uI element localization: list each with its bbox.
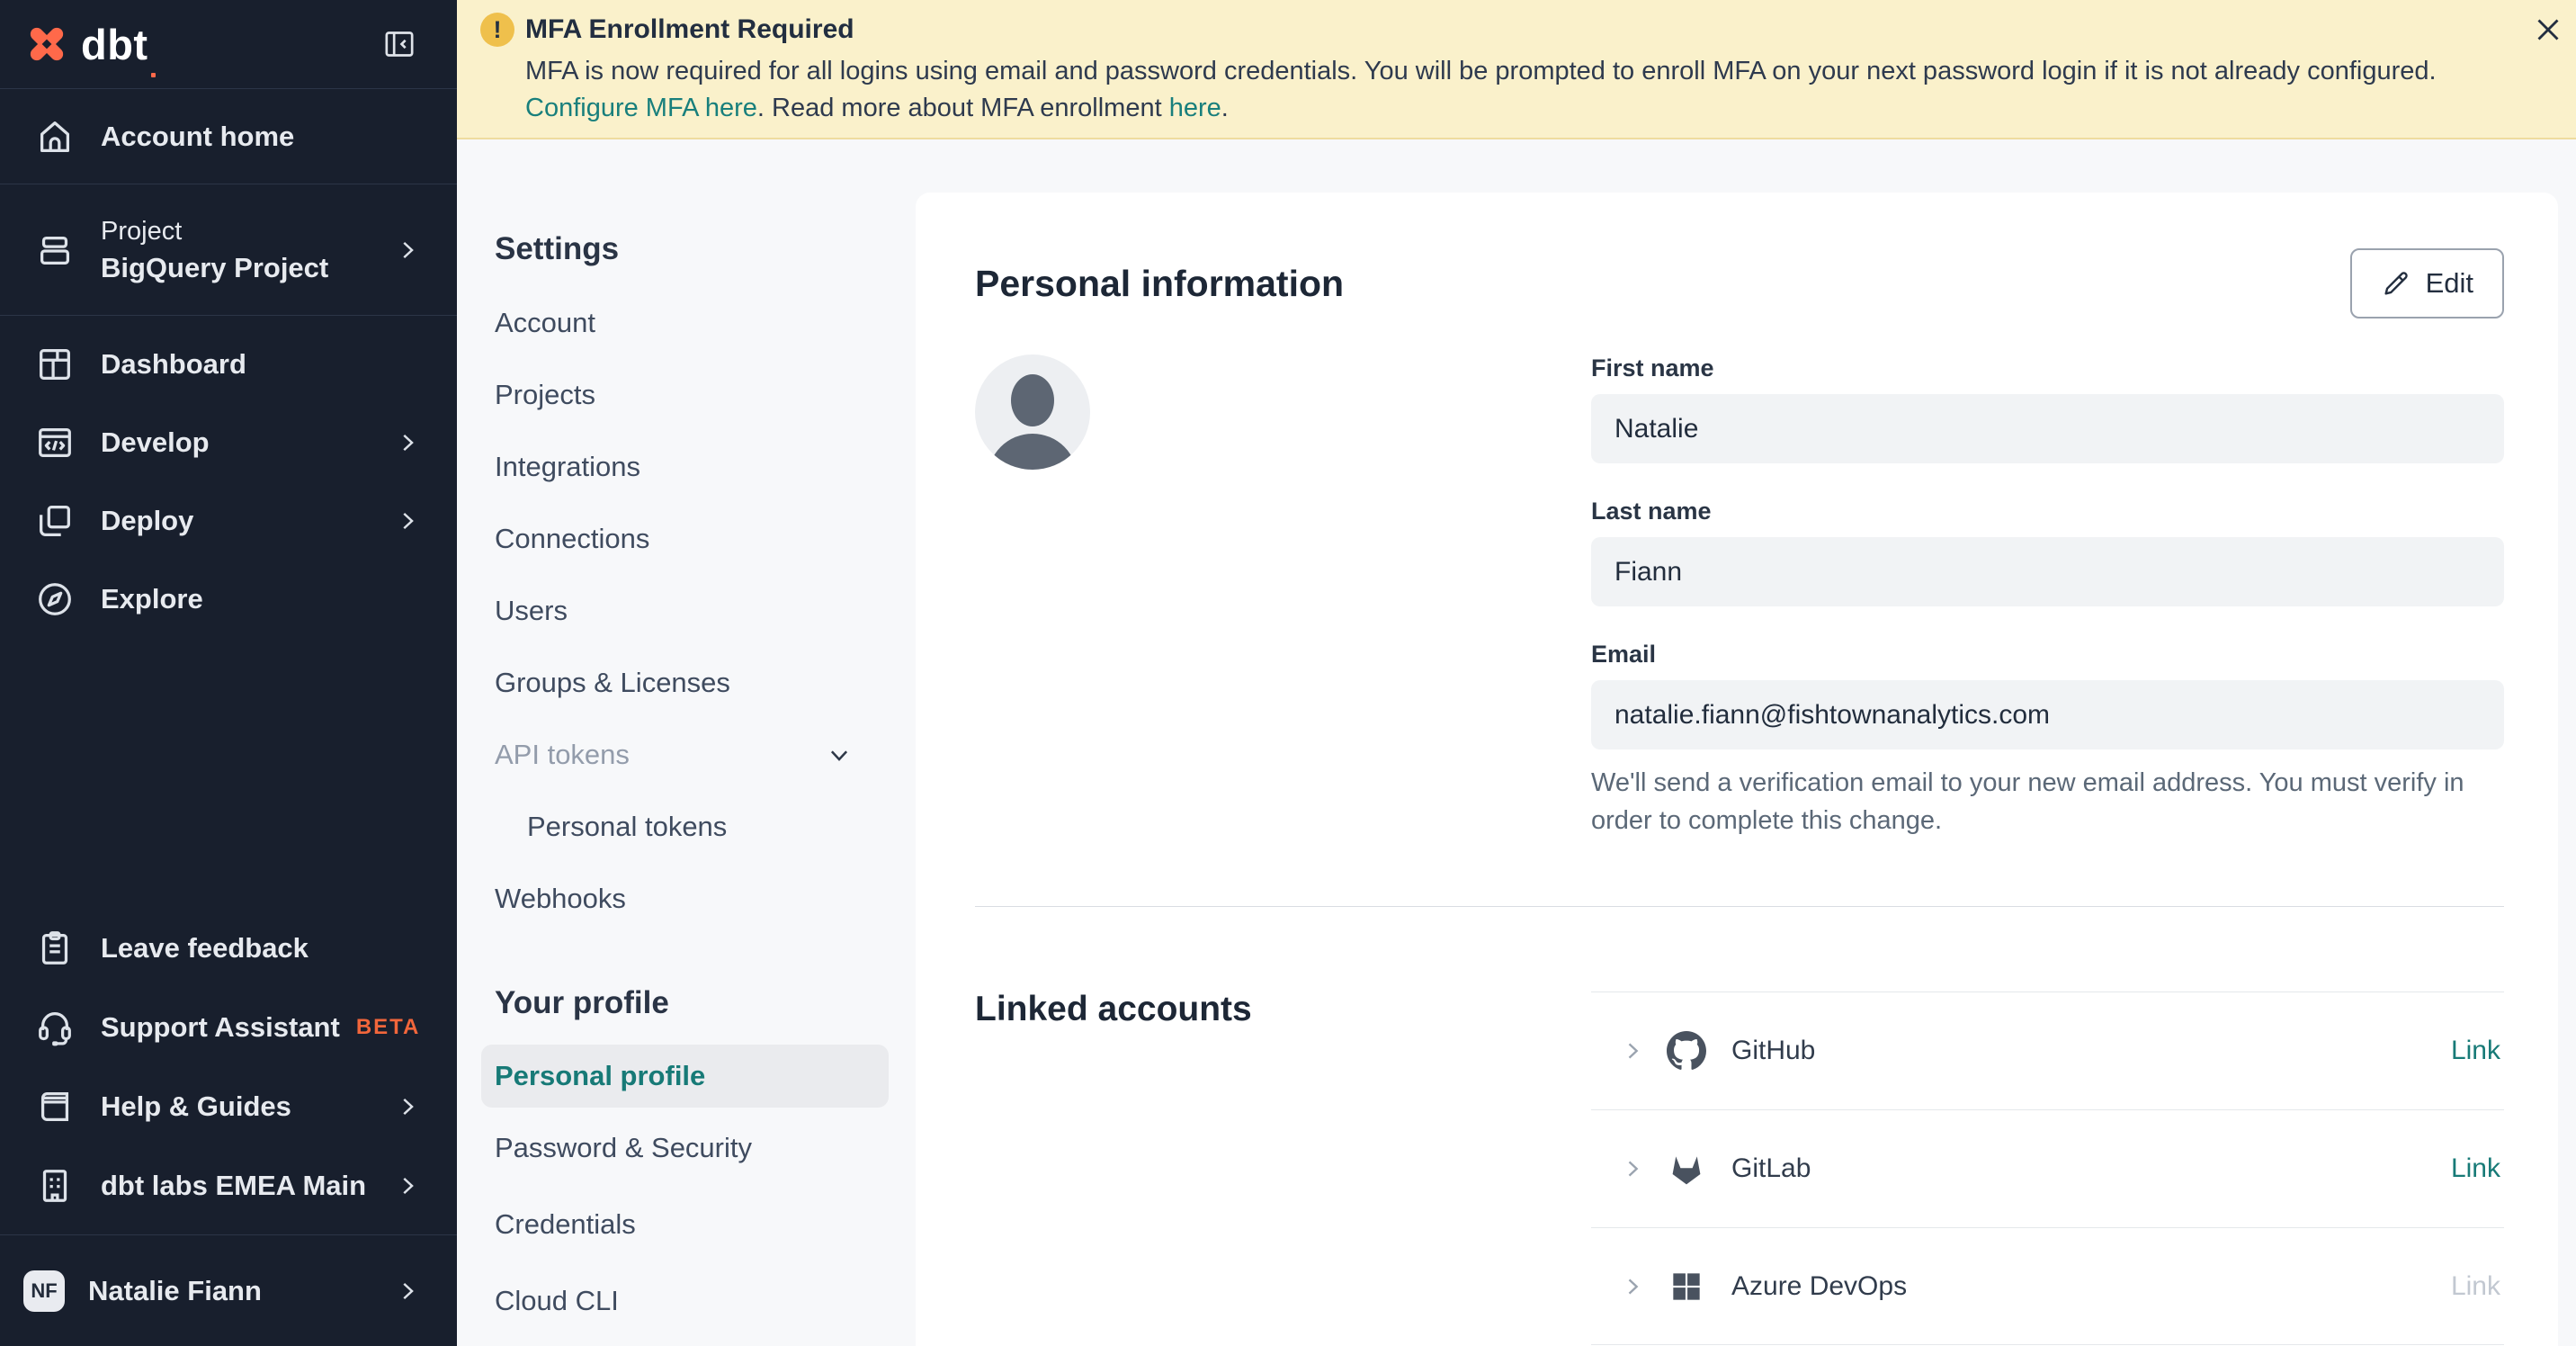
expand-chevron-icon[interactable] <box>1620 1274 1645 1299</box>
sidebar-item-develop[interactable] <box>0 403 457 481</box>
settings-nav-item-account[interactable]: Account <box>495 307 596 338</box>
settings-nav-list <box>495 287 899 935</box>
github-icon <box>1667 1031 1706 1071</box>
sidebar-item-leave-feedback[interactable] <box>0 909 457 988</box>
home-icon <box>34 116 76 157</box>
linked-accounts-title: Linked accounts <box>975 990 1252 1028</box>
beta-badge: BETA <box>355 1015 421 1039</box>
first-name-label: First name <box>1591 354 1714 381</box>
alert-icon: ! <box>480 13 514 47</box>
sidebar-collapse-button[interactable] <box>381 26 417 62</box>
dashboard-icon <box>34 344 76 385</box>
sidebar-project-labels <box>76 213 328 287</box>
banner-title-row <box>480 13 2504 47</box>
provider-name: Azure DevOps <box>1731 1270 1908 1301</box>
provider-name: GitLab <box>1731 1153 1811 1183</box>
linked-accounts-list <box>1591 992 2504 1345</box>
azure-devops-link-action: Link <box>2450 1270 2500 1301</box>
sidebar-item-label: Leave feedback <box>101 932 309 964</box>
chevron-right-icon <box>394 507 421 534</box>
gitlab-link-action[interactable]: Link <box>2450 1153 2500 1183</box>
mfa-here-link[interactable]: here <box>1168 94 1221 122</box>
logo-dot <box>151 73 156 77</box>
sidebar-item-label: Account home <box>101 120 295 152</box>
sidebar-header <box>0 0 457 89</box>
develop-icon <box>34 422 76 463</box>
project-name: BigQuery Project <box>101 251 329 283</box>
settings-nav-item-users[interactable]: Users <box>495 595 568 626</box>
provider-name: GitHub <box>1731 1036 1816 1065</box>
logo-wordmark: dbt <box>81 20 148 68</box>
settings-nav-item-integrations[interactable]: Integrations <box>495 451 640 482</box>
avatar <box>975 354 1090 470</box>
personal-info-form <box>975 354 2504 839</box>
edit-button[interactable] <box>2350 248 2504 319</box>
sidebar-bottom-nav <box>0 909 457 1225</box>
sidebar-item-project[interactable] <box>0 184 457 316</box>
banner-close-button[interactable] <box>2529 11 2567 49</box>
personal-info-card <box>916 193 2558 1346</box>
sidebar-item-label: dbt labs EMEA Main <box>101 1170 367 1201</box>
sidebar-item-explore[interactable] <box>0 560 457 638</box>
expand-chevron-icon[interactable] <box>1620 1038 1645 1063</box>
sidebar-item-support-assistant[interactable] <box>0 988 457 1067</box>
project-kicker: Project <box>101 216 183 246</box>
email-field[interactable] <box>1591 680 2504 749</box>
settings-nav <box>495 141 899 1337</box>
sidebar-item-label: Deploy <box>101 504 194 536</box>
banner-body <box>525 53 2504 127</box>
building-icon <box>34 1165 76 1207</box>
gitlab-icon <box>1667 1149 1706 1189</box>
your-profile-section-title: Your profile <box>495 985 669 1020</box>
sidebar-item-label: Develop <box>101 426 210 458</box>
project-stack-icon <box>34 229 76 271</box>
dbt-logo-icon <box>23 21 70 67</box>
sidebar-item-label: Help & Guides <box>101 1090 291 1122</box>
last-name-group <box>1591 498 2504 606</box>
sidebar-main-nav <box>0 316 457 638</box>
fields-column <box>1591 354 2504 839</box>
chevron-right-icon <box>394 1093 421 1120</box>
clipboard-icon <box>34 928 76 969</box>
configure-mfa-link[interactable]: Configure MFA here <box>525 94 757 122</box>
book-icon <box>34 1086 76 1127</box>
settings-nav-item-api-tokens[interactable] <box>495 719 899 791</box>
linked-account-row-azure-devops <box>1591 1227 2504 1345</box>
banner-text: . Read more about MFA enrollment <box>756 94 1169 122</box>
sidebar-item-label: Support Assistant <box>101 1011 340 1043</box>
chevron-right-icon <box>394 1172 421 1199</box>
settings-nav-item-password-security[interactable]: Password & Security <box>495 1132 752 1163</box>
settings-nav-item-personal-profile[interactable]: Personal profile <box>481 1045 889 1108</box>
last-name-label: Last name <box>1591 498 1712 525</box>
sidebar-item-label: Explore <box>101 582 203 615</box>
headset-icon <box>34 1007 76 1048</box>
avatar-column <box>975 354 1591 839</box>
user-initials-avatar: NF <box>23 1270 65 1312</box>
api-tokens-label: API tokens <box>495 739 630 770</box>
sidebar-user-menu[interactable] <box>0 1234 457 1346</box>
sidebar-item-deploy[interactable] <box>0 481 457 560</box>
first-name-group <box>1591 354 2504 463</box>
email-group <box>1591 641 2504 839</box>
close-icon <box>2529 11 2567 49</box>
deploy-icon <box>34 500 76 542</box>
sidebar-item-dashboard[interactable] <box>0 325 457 403</box>
settings-nav-item-webhooks[interactable]: Webhooks <box>495 883 626 914</box>
sidebar-item-help-guides[interactable] <box>0 1067 457 1146</box>
chevron-down-icon <box>826 741 853 768</box>
avatar-person-shoulders <box>988 434 1078 470</box>
sidebar-item-org[interactable] <box>0 1146 457 1225</box>
page-title: Personal information <box>975 262 1345 304</box>
explore-icon <box>34 579 76 620</box>
settings-nav-item-personal-tokens[interactable]: Personal tokens <box>527 811 728 842</box>
panel-collapse-icon <box>381 26 417 62</box>
chevron-right-icon <box>394 237 421 264</box>
sidebar-item-label: Dashboard <box>101 347 246 380</box>
chevron-right-icon <box>394 1278 421 1305</box>
email-helper-text: We'll send a verification email to your new email address. You must verify in order to complete this change. <box>1591 768 2464 835</box>
banner-title: MFA Enrollment Required <box>525 14 854 44</box>
mfa-banner <box>457 0 2576 139</box>
pencil-icon <box>2381 268 2411 299</box>
azure-devops-icon <box>1667 1267 1706 1306</box>
settings-nav-title: Settings <box>495 231 620 266</box>
banner-text: MFA is now required for all logins using email and password credentials. You will be prompted to enroll MFA on your next password login if it is not already configured. <box>525 57 2437 85</box>
last-name-field[interactable] <box>1591 537 2504 606</box>
banner-text: . <box>1221 94 1229 122</box>
edit-button-label: Edit <box>2425 267 2473 299</box>
user-name: Natalie Fiann <box>88 1274 262 1306</box>
sidebar <box>0 0 457 1346</box>
linked-account-row-github <box>1591 992 2504 1109</box>
settings-nav-item-connections[interactable]: Connections <box>495 523 650 554</box>
settings-nav-item-credentials[interactable]: Credentials <box>495 1208 636 1240</box>
linked-account-row-gitlab <box>1591 1109 2504 1227</box>
settings-nav-item-cloud-cli[interactable]: Cloud CLI <box>495 1285 619 1316</box>
chevron-right-icon <box>394 429 421 456</box>
content-region <box>457 141 2576 1346</box>
expand-chevron-icon[interactable] <box>1620 1156 1645 1181</box>
linked-accounts-section <box>975 907 2504 1345</box>
avatar-person-icon <box>1011 374 1054 426</box>
email-label: Email <box>1591 641 1657 668</box>
settings-nav-item-projects[interactable]: Projects <box>495 379 595 410</box>
settings-nav-item-groups-licenses[interactable]: Groups & Licenses <box>495 667 730 698</box>
first-name-field[interactable] <box>1591 394 2504 463</box>
card-header <box>975 193 2504 319</box>
profile-nav-list <box>495 1045 899 1337</box>
github-link-action[interactable]: Link <box>2450 1036 2500 1065</box>
linked-accounts-title-column <box>975 907 1591 1345</box>
sidebar-item-account-home[interactable] <box>0 89 457 184</box>
